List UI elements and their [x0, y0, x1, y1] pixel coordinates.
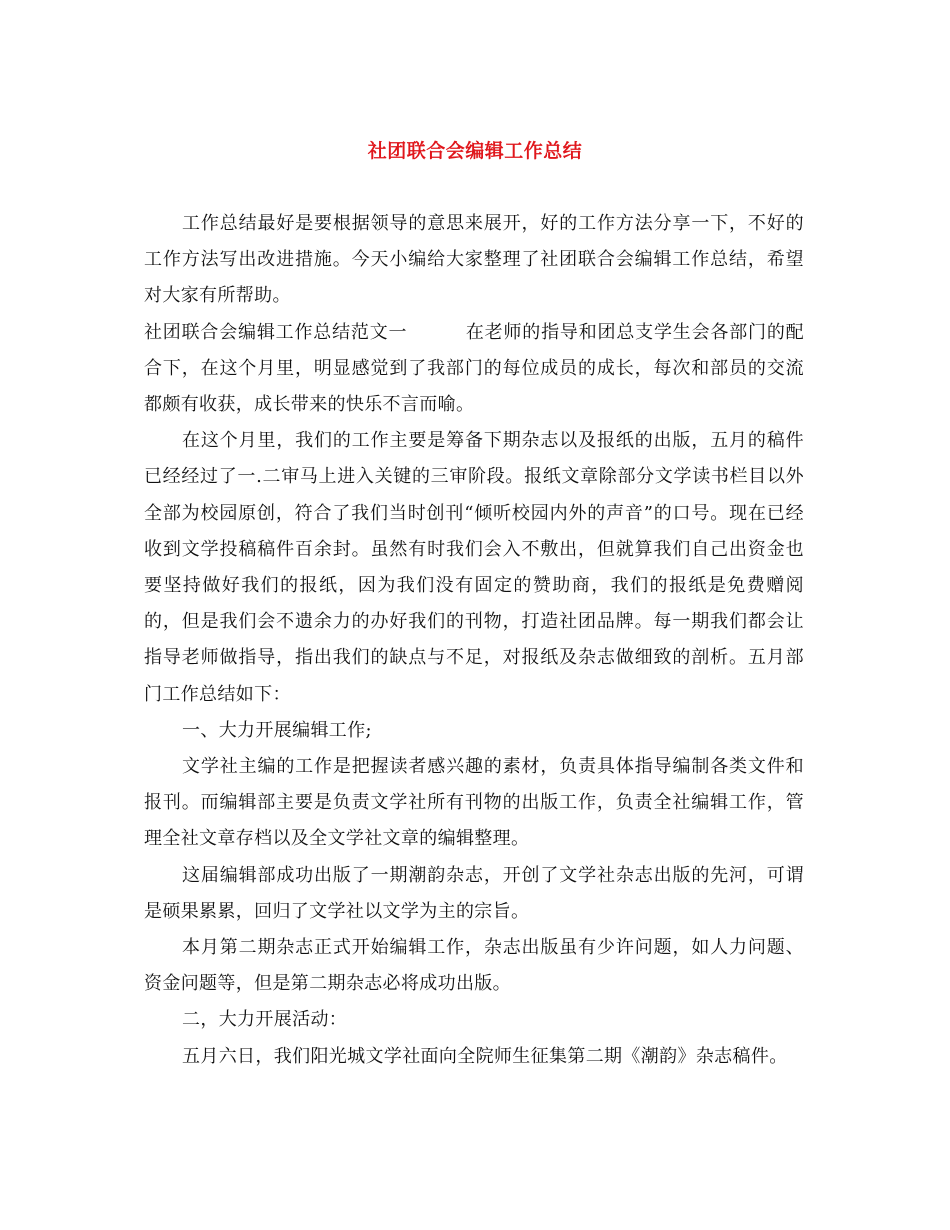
sample-paragraph	[144, 315, 804, 424]
body-paragraph-editor-duties: 文学社主编的工作是把握读者感兴趣的素材，负责具体指导编制各类文件和报刊。而编辑部主要是负责文学社所有刊物的出版工作，负责全社编辑工作，管理全社文章存档以及全文学社文章的编辑整理。	[144, 756, 804, 850]
section-heading-editing: 一、大力开展编辑工作;	[182, 719, 372, 741]
document-title: 社团联合会编辑工作总结	[367, 140, 583, 162]
body-paragraph-may-sixth: 五月六日，我们阳光城文学社面向全院师生征集第二期《潮韵》杂志稿件。	[182, 1045, 788, 1067]
sample-first-text: 在老师的指导和团总支学生会各部门的配合下，在这个月里，明显感觉到了我部门的每位成员的成长，每次和部员的交流都颇有收获，成长带来的快乐不言而喻。	[144, 321, 804, 416]
intro-paragraph: 工作总结最好是要根据领导的意思来展开，好的工作方法分享一下，不好的工作方法写出改进措施。今天小编给大家整理了社团联合会编辑工作总结，希望对大家有所帮助。	[144, 213, 804, 307]
document-body	[144, 206, 804, 1075]
sample-heading: 社团联合会编辑工作总结范文一	[144, 321, 408, 343]
section-heading-activities: 二，大力开展活动：	[182, 1009, 348, 1031]
body-paragraph-work: 在这个月里，我们的工作主要是筹备下期杂志以及报纸的出版，五月的稿件已经经过了一.二审马上进入关键的三审阶段。报纸文章除部分文学读书栏目以外全部为校园原创，符合了我们当时创刊“倾听校园内外的声音”的口号。现在已经收到文学投稿稿件百余封。虽然有时我们会入不敷出，但就算我们自己出资金也要坚持做好我们的报纸，因为我们没有固定的赞助商，我们的报纸是免费赠阅的，但是我们会不遗余力的办好我们的刊物，打造社团品牌。每一期我们都会让指导老师做指导，指出我们的缺点与不足，对报纸及杂志做细致的剖析。五月部门工作总结如下：	[144, 430, 804, 705]
body-paragraph-second-issue: 本月第二期杂志正式开始编辑工作，杂志出版虽有少许问题，如人力问题、资金问题等，但是第二期杂志必将成功出版。	[144, 937, 804, 995]
body-paragraph-first-issue: 这届编辑部成功出版了一期潮韵杂志，开创了文学社杂志出版的先河，可谓是硕果累累，回归了文学社以文学为主的宗旨。	[144, 864, 804, 922]
